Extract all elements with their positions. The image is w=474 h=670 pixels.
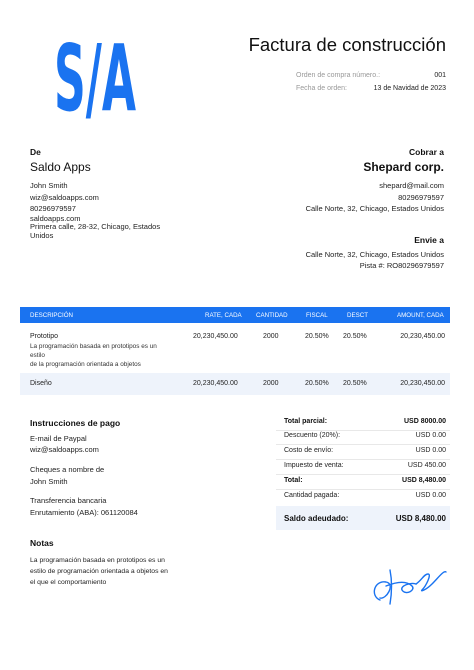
order-number-value: 001 bbox=[434, 72, 446, 79]
item-name: Diseño bbox=[30, 380, 52, 387]
order-number-label: Orden de compra número.: bbox=[296, 72, 381, 79]
bill-to-address: Calle Norte, 32, Chicago, Estados Unidos bbox=[305, 204, 444, 213]
subtotal-value: USD 8000.00 bbox=[403, 418, 446, 425]
notes-line: el que el comportamiento bbox=[30, 579, 107, 586]
shipping-value: USD 0.00 bbox=[415, 447, 446, 454]
order-date-label: Fecha de orden: bbox=[296, 85, 347, 92]
bill-to-email: shepard@mail.com bbox=[379, 181, 444, 190]
discount-value: USD 0.00 bbox=[415, 432, 446, 439]
sales-tax-value: USD 450.00 bbox=[407, 462, 446, 469]
amount-paid-row bbox=[284, 490, 446, 504]
balance-due-value: USD 8,480.00 bbox=[395, 514, 446, 523]
total-value: USD 8,480.00 bbox=[402, 477, 446, 484]
from-address-line2: Unidos bbox=[30, 231, 54, 240]
balance-due-row bbox=[276, 506, 450, 530]
col-rate: RATE, CADA bbox=[205, 312, 242, 319]
item-name: Prototipo bbox=[30, 333, 59, 340]
total-label: Total: bbox=[284, 477, 303, 484]
item-quantity: 2000 bbox=[263, 333, 279, 340]
cheque-label: Cheques a nombre de bbox=[30, 465, 105, 474]
from-name: John Smith bbox=[30, 181, 68, 190]
item-quantity: 2000 bbox=[263, 380, 279, 387]
bank-routing: Enrutamiento (ABA): 061120084 bbox=[30, 508, 138, 517]
from-company: Saldo Apps bbox=[30, 160, 91, 174]
total-row bbox=[284, 475, 446, 489]
balance-due-label: Saldo adeudado: bbox=[284, 514, 349, 523]
item-rate: 20,230,450.00 bbox=[193, 380, 238, 387]
from-website: saldoapps.com bbox=[30, 214, 81, 223]
table-row bbox=[20, 373, 450, 395]
sales-tax-label: Impuesto de venta: bbox=[284, 462, 344, 469]
cheque-payee: John Smith bbox=[30, 477, 68, 486]
invoice-title: Factura de construcción bbox=[248, 34, 446, 55]
order-number bbox=[296, 72, 446, 79]
item-description-line3: de la programación orientada a objetos bbox=[30, 361, 141, 368]
ship-to-pista: Pista #: RO80296979597 bbox=[359, 261, 444, 270]
bill-to-company: Shepard corp. bbox=[363, 160, 444, 174]
ship-to-address: Calle Norte, 32, Chicago, Estados Unidos bbox=[305, 250, 444, 259]
table-row bbox=[20, 326, 450, 372]
item-tax: 20.50% bbox=[305, 380, 329, 387]
company-logo bbox=[54, 25, 136, 132]
discount-label: Descuento (20%): bbox=[284, 432, 341, 439]
subtotal-row bbox=[284, 416, 446, 430]
order-date bbox=[296, 85, 446, 92]
item-tax: 20.50% bbox=[305, 333, 329, 340]
shipping-label: Costo de envío: bbox=[284, 447, 334, 454]
item-rate: 20,230,450.00 bbox=[193, 333, 238, 340]
col-discount: DESCT bbox=[347, 312, 368, 319]
ship-to-label: Envie a bbox=[414, 235, 444, 245]
paypal-email: wiz@saldoapps.com bbox=[30, 445, 99, 454]
col-quantity: CANTIDAD bbox=[256, 312, 288, 319]
shipping-row bbox=[284, 445, 446, 459]
bill-to-label: Cobrar a bbox=[409, 147, 444, 157]
notes-line: estilo de programación orientada a objetos en bbox=[30, 568, 168, 575]
bill-to-phone: 80296979597 bbox=[398, 193, 444, 202]
bank-transfer-label: Transferencia bancaria bbox=[30, 496, 107, 505]
notes-line: La programación basada en prototipos es un bbox=[30, 557, 165, 564]
col-amount: AMOUNT, CADA bbox=[397, 312, 444, 319]
paypal-label: E-mail de Paypal bbox=[30, 434, 87, 443]
notes-text bbox=[30, 555, 210, 588]
item-amount: 20,230,450.00 bbox=[400, 333, 445, 340]
col-description: DESCRIPCIÓN bbox=[30, 312, 73, 319]
subtotal-label: Total parcial: bbox=[284, 418, 328, 425]
from-label: De bbox=[30, 147, 41, 157]
sales-tax-row bbox=[284, 460, 446, 474]
signature bbox=[366, 560, 452, 608]
col-tax: FISCAL bbox=[306, 312, 328, 319]
amount-paid-label: Cantidad pagada: bbox=[284, 492, 340, 499]
item-discount: 20.50% bbox=[343, 333, 367, 340]
from-email: wiz@saldoapps.com bbox=[30, 193, 99, 202]
amount-paid-value: USD 0.00 bbox=[415, 492, 446, 499]
item-description-line2: estilo bbox=[30, 352, 45, 359]
payment-title: Instrucciones de pago bbox=[30, 418, 121, 428]
discount-row bbox=[284, 430, 446, 444]
item-discount: 20.50% bbox=[343, 380, 367, 387]
notes-title: Notas bbox=[30, 538, 54, 548]
item-amount: 20,230,450.00 bbox=[400, 380, 445, 387]
logo-letters: S/A bbox=[54, 25, 136, 132]
from-phone: 80296979597 bbox=[30, 204, 76, 213]
items-table-header bbox=[20, 307, 450, 323]
item-description-line1: La programación basada en prototipos es un bbox=[30, 343, 157, 350]
order-date-value: 13 de Navidad de 2023 bbox=[373, 85, 446, 92]
from-address-line1: Primera calle, 28-32, Chicago, Estados bbox=[30, 222, 161, 231]
